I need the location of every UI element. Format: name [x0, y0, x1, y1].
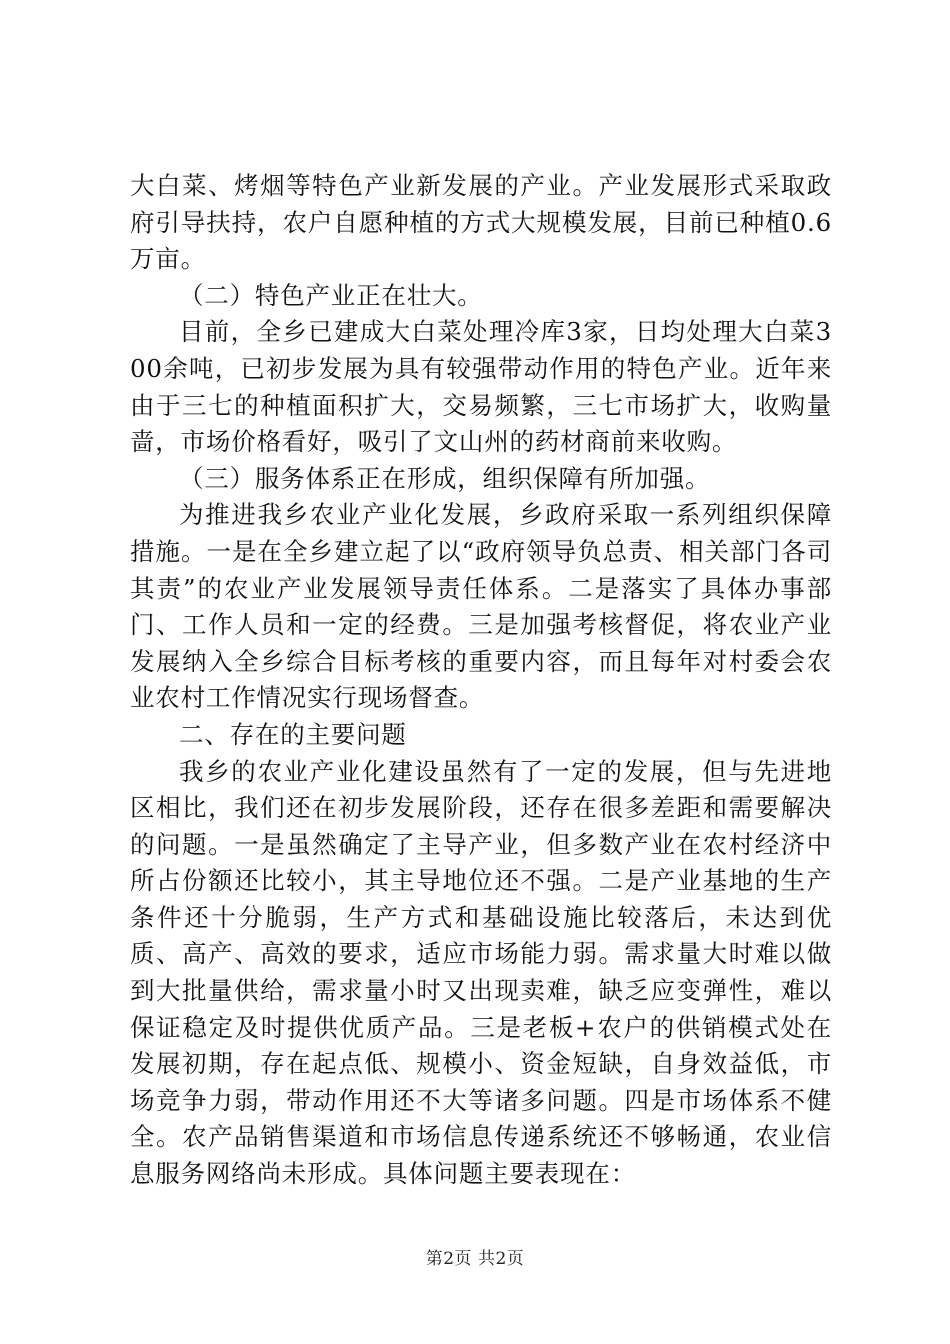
- paragraph: 我乡的农业产业化建设虽然有了一定的发展，但与先进地区相比，我们还在初步发展阶段，还存在很多差距和需要解决的问题。一是虽然确定了主导产业，但多数产业在农村经济中所占份额还比较小，其主导地位还不强。二是产业基地的生产条件还十分脆弱，生产方式和基础设施比较落后，未达到优质、高产、高效的要求，适应市场能力弱。需求量大时难以做到大批量供给，需求量小时又出现卖难，缺乏应变弹性，难以保证稳定及时提供优质产品。三是老板+农户的供销模式处在发展初期，存在起点低、规模小、资金短缺，自身效益低，市场竞争力弱，带动作用还不大等诸多问题。四是市场体系不健全。农产品销售渠道和市场信息传递系统还不够畅通，农业信息服务网络尚未形成。具体问题主要表现在：: [130, 756, 832, 1189]
- section-heading: （三）服务体系正在形成，组织保障有所加强。: [179, 463, 711, 493]
- paragraph: 大白菜、烤烟等特色产业新发展的产业。产业发展形式采取政府引导扶持，农户自愿种植的方式大规模发展，目前已种植0.6万亩。: [130, 171, 832, 274]
- paragraph: 目前，全乡已建成大白菜处理冷库3家，日均处理大白菜300余吨，已初步发展为具有较强带动作用的特色产业。近年来由于三七的种植面积扩大，交易频繁，三七市场扩大，收购量啬，市场价格看好，吸引了文山州的药材商前来收购。: [130, 317, 832, 457]
- section-heading: 二、存在的主要问题: [179, 719, 407, 749]
- page-footer: 第2页 共2页: [425, 1249, 525, 1269]
- paragraph: 为推进我乡农业产业化发展，乡政府采取一系列组织保障措施。一是在全乡建立起了以“政府领导负总责、相关部门各司其责”的农业产业发展领导责任体系。二是落实了具体办事部门、工作人员和一定的经费。三是加强考核督促，将农业产业发展纳入全乡综合目标考核的重要内容，而且每年对村委会农业农村工作情况实行现场督查。: [130, 500, 833, 713]
- section-heading: （二）特色产业正在壮大。: [179, 280, 483, 310]
- document-body: [130, 168, 832, 1193]
